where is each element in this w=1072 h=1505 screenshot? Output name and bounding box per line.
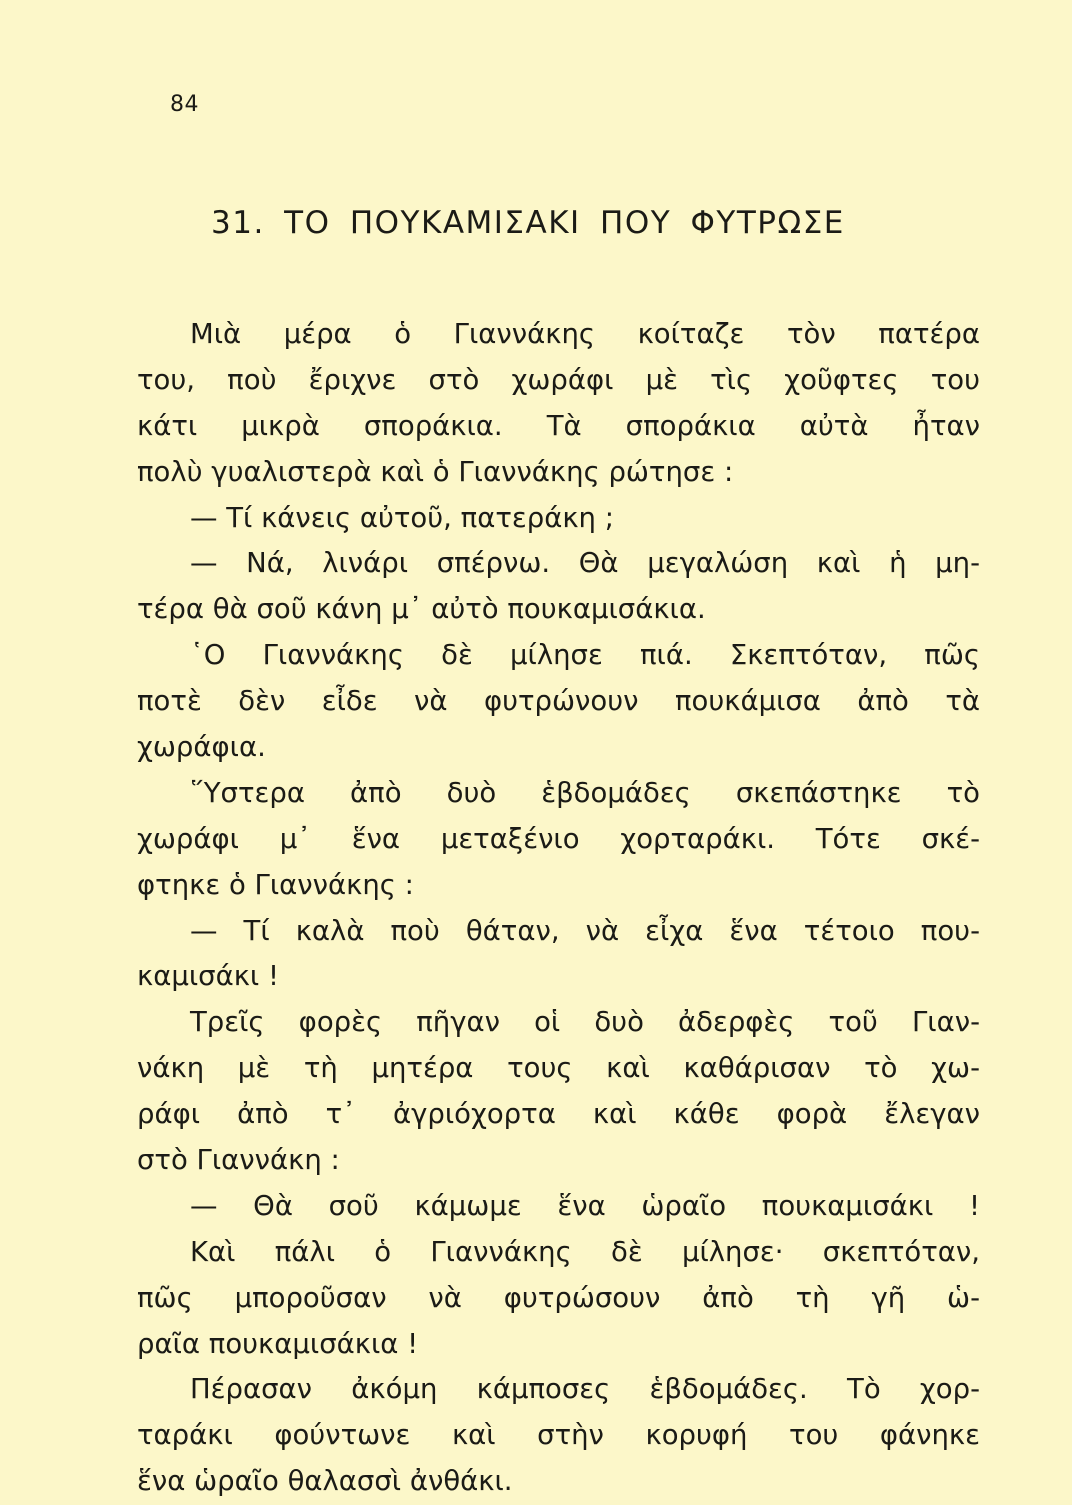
- text-line: κάτι μικρὰ σποράκια. Τὰ σποράκια αὐτὰ ἦταν: [137, 409, 980, 442]
- text-line: καμισάκι !: [137, 960, 279, 993]
- chapter-title: 31. ΤΟ ΠΟΥΚΑΜΙΣΑΚΙ ΠΟΥ ΦΥΤΡΩΣΕ: [211, 205, 845, 241]
- text-line: ῞Υστερα ἀπὸ δυὸ ἑβδομάδες σκεπάστηκε τὸ: [190, 776, 980, 809]
- text-line: Καὶ πάλι ὁ Γιαννάκης δὲ μίλησε· σκεπτόταν,: [190, 1235, 980, 1268]
- text-line: χωράφια.: [137, 731, 266, 764]
- text-line: Τρεῖς φορὲς πῆγαν οἱ δυὸ ἀδερφὲς τοῦ Γιαν-: [190, 1006, 980, 1039]
- text-line: Μιὰ μέρα ὁ Γιαννάκης κοίταζε τὸν πατέρα: [190, 318, 980, 350]
- text-line: πολὺ γυαλιστερὰ καὶ ὁ Γιαννάκης ρώτησε :: [137, 455, 734, 488]
- text-line: τέρα θὰ σοῦ κάνη μ᾿ αὐτὸ πουκαμισάκια.: [137, 593, 706, 626]
- text-line: νάκη μὲ τὴ μητέρα τους καὶ καθάρισαν τὸ χω-: [137, 1052, 980, 1085]
- text-line: του, ποὺ ἔριχνε στὸ χωράφι μὲ τὶς χοῦφτες του: [137, 363, 980, 396]
- text-line: — Θὰ σοῦ κάμωμε ἕνα ὡραῖο πουκαμισάκι !: [190, 1189, 980, 1222]
- page-number: 84: [170, 92, 199, 117]
- text-line: πῶς μποροῦσαν νὰ φυτρώσουν ἀπὸ τὴ γῆ ὡ-: [137, 1281, 980, 1314]
- text-line: φτηκε ὁ Γιαννάκης :: [137, 868, 414, 901]
- text-line: ραῖα πουκαμισάκια !: [137, 1327, 419, 1360]
- text-line: ῾Ο Γιαννάκης δὲ μίλησε πιά. Σκεπτόταν, πῶς: [190, 639, 980, 672]
- text-line: — Τί κάνεις αὐτοῦ, πατεράκη ;: [190, 501, 614, 534]
- text-line: ράφι ἀπὸ τ᾿ ἀγριόχορτα καὶ κάθε φορὰ ἔλεγαν: [137, 1098, 980, 1131]
- text-line: — Τί καλὰ ποὺ θάταν, νὰ εἶχα ἕνα τέτοιο που-: [190, 914, 980, 947]
- text-line: ἕνα ὡραῖο θαλασσὶ ἀνθάκι.: [137, 1465, 513, 1498]
- story-text: [137, 312, 980, 1505]
- text-line: στὸ Γιαννάκη :: [137, 1144, 340, 1177]
- text-line: χωράφι μ᾿ ἕνα μεταξένιο χορταράκι. Τότε σκέ-: [137, 822, 980, 855]
- text-line: ταράκι φούντωνε καὶ στὴν κορυφή του φάνηκε: [137, 1419, 980, 1452]
- text-line: — Νά, λινάρι σπέρνω. Θὰ μεγαλώση καὶ ἡ μη-: [190, 547, 980, 580]
- text-line: ποτὲ δὲν εἶδε νὰ φυτρώνουν πουκάμισα ἀπὸ τὰ: [137, 685, 980, 718]
- text-line: Πέρασαν ἀκόμη κάμποσες ἑβδομάδες. Τὸ χορ-: [190, 1373, 980, 1406]
